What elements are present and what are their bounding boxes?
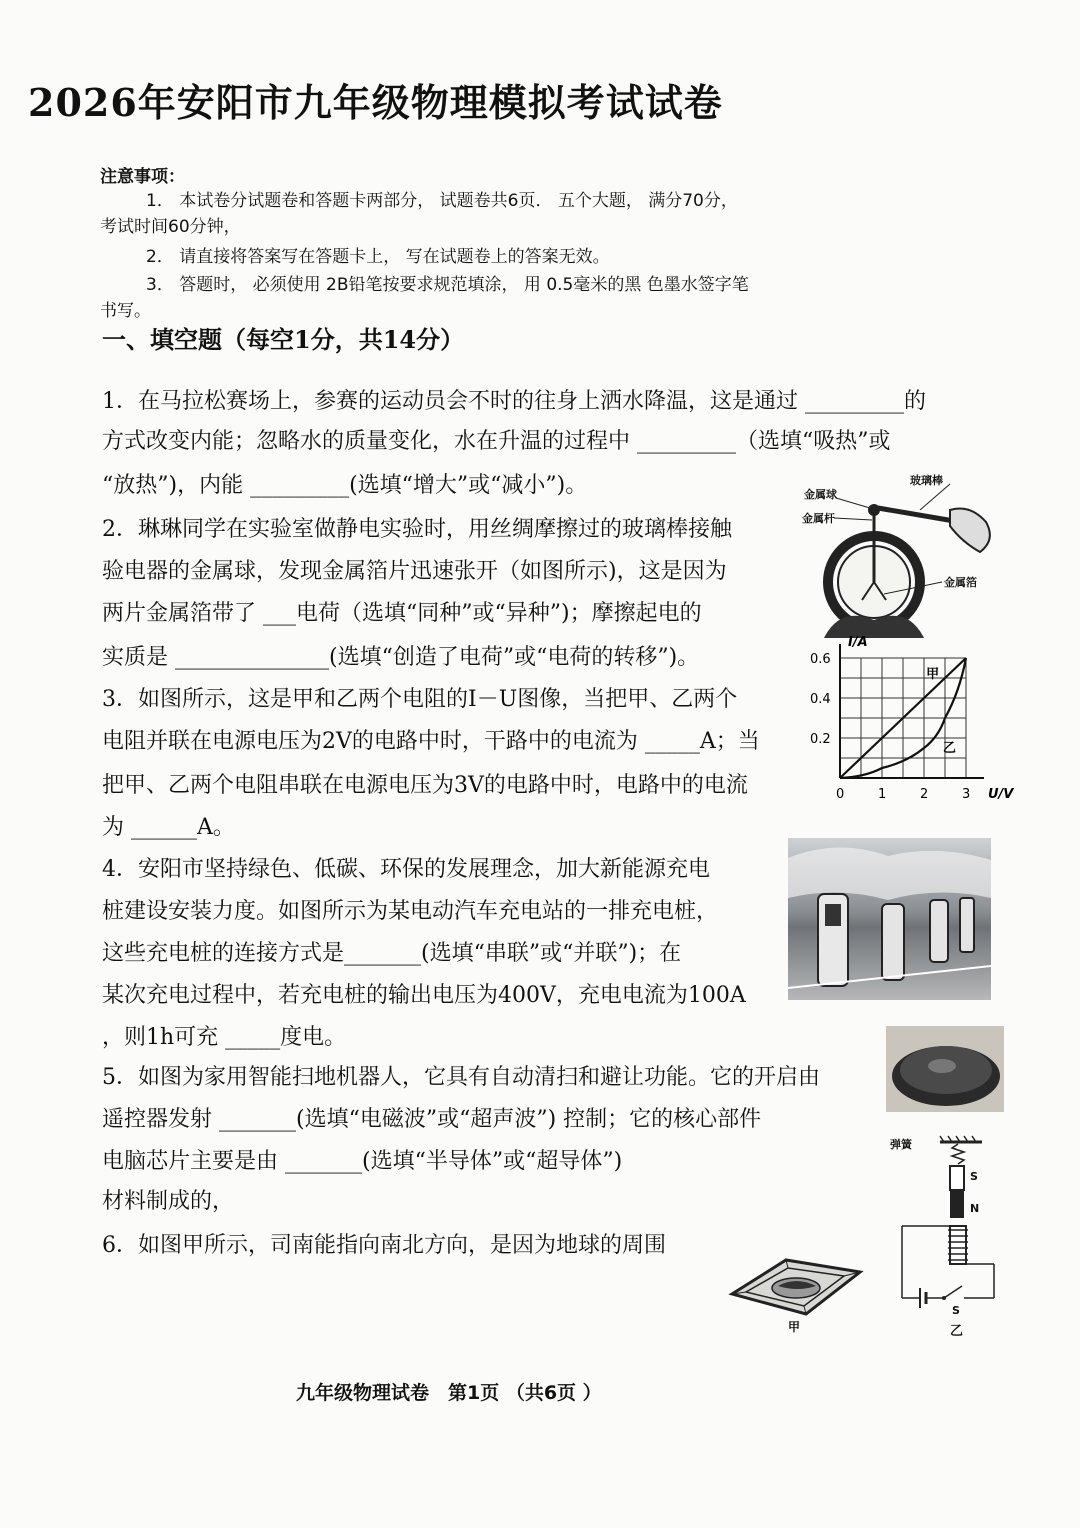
sinan-drawing — [726, 1250, 866, 1320]
q5-line-4: 材料制成的， — [102, 1189, 235, 1214]
notice-line-3b: 书写。 — [100, 301, 151, 321]
q3-line-3: 把甲、乙两个电阻串联在电源电压为3V的电路中时，电路中的电流 — [102, 773, 748, 798]
robot-vacuum-photo — [886, 1026, 1004, 1112]
q4-line-5: ，则1h可充 _____度电。 — [102, 1025, 347, 1050]
electroscope-figure — [800, 470, 1010, 650]
x-axis-label: U/V — [988, 787, 1014, 802]
label-spring: 弹簧 — [890, 1138, 912, 1151]
q2-line-4: 实质是 ______________(选填“创造了电荷”或“电荷的转移”)。 — [102, 645, 700, 670]
label-magnet-n: N — [970, 1202, 980, 1215]
y-tick-label: 0.4 — [810, 692, 831, 707]
iu-graph — [808, 632, 1030, 810]
label-glass-rod: 玻璃棒 — [910, 474, 943, 487]
y-tick-label: 0.2 — [810, 732, 831, 747]
charging-piles-drawing — [788, 838, 991, 1000]
section-fill-blank-heading: 一、填空题（每空1分，共14分） — [102, 325, 465, 354]
x-tick-label: 2 — [920, 787, 929, 802]
q5-line-1: 5．如图为家用智能扫地机器人，它具有自动清扫和避让功能。它的开启由 — [102, 1065, 820, 1090]
circuit-figure — [886, 1132, 1010, 1338]
label-switch-s: S — [952, 1304, 960, 1317]
q3-line-2: 电阻并联在电源电压为2V的电路中时，干路中的电流为 _____A；当 — [102, 729, 760, 754]
label-figure-a: 甲 — [788, 1320, 801, 1334]
q1-line-1: 1．在马拉松赛场上，参赛的运动员会不时的往身上洒水降温，这是通过 _________的 — [102, 389, 926, 414]
series-label-jia: 甲 — [926, 667, 940, 682]
circuit-drawing — [886, 1132, 1010, 1338]
robot-vacuum-drawing — [886, 1026, 1004, 1112]
charging-station-photo — [788, 838, 991, 1000]
q1-line-2: 方式改变内能；忽略水的质量变化，水在升温的过程中 _________（选填“吸热”或 — [102, 429, 891, 454]
page-title: 2026年安阳市九年级物理模拟考试试卷 — [28, 80, 723, 125]
q4-line-3: 这些充电桩的连接方式是_______(选填“串联”或“并联”)；在 — [102, 941, 682, 966]
q5-line-3: 电脑芯片主要是由 _______(选填“半导体”或“超导体”) — [102, 1149, 623, 1174]
q4-line-2: 桩建设安装力度。如图所示为某电动汽车充电站的一排充电桩， — [102, 899, 719, 924]
x-tick-label: 0 — [836, 787, 845, 802]
notice-heading: 注意事项： — [100, 167, 185, 187]
y-axis-label: I/A — [848, 635, 868, 650]
q2-line-1: 2．琳琳同学在实验室做静电实验时，用丝绸摩擦过的玻璃棒接触 — [102, 517, 732, 542]
x-tick-label: 3 — [962, 787, 971, 802]
series-label-yi: 乙 — [942, 741, 956, 756]
y-tick-label: 0.6 — [810, 652, 831, 667]
notice-line-1b: 考试时间60分钟， — [100, 217, 241, 237]
q3-line-1: 3．如图所示，这是甲和乙两个电阻的I－U图像，当把甲、乙两个 — [102, 687, 738, 712]
q1-line-3: “放热”)，内能 _________(选填“增大”或“减小”)。 — [102, 473, 588, 498]
x-tick-label: 1 — [878, 787, 887, 802]
label-metal-ball: 金属球 — [804, 488, 837, 501]
page-footer: 九年级物理试卷 第1页 （共6页 ） — [296, 1382, 602, 1404]
q5-line-2: 遥控器发射 _______(选填“电磁波”或“超声波”) 控制；它的核心部件 — [102, 1107, 762, 1132]
notice-line-3: 3． 答题时， 必须使用 2B铅笔按要求规范填涂， 用 0.5毫米的黑 色墨水签字笔 — [146, 275, 749, 295]
label-magnet-s: S — [970, 1170, 978, 1183]
q2-line-3: 两片金属箔带了 ___电荷（选填“同种”或“异种”)；摩擦起电的 — [102, 601, 702, 626]
q3-line-4: 为 ______A。 — [102, 815, 235, 840]
q6-line-1: 6．如图甲所示，司南能指向南北方向，是因为地球的周围 — [102, 1233, 666, 1258]
notice-line-2: 2． 请直接将答案写在答题卡上， 写在试题卷上的答案无效。 — [146, 247, 610, 267]
iu-graph-plot — [808, 632, 1030, 810]
label-metal-foil: 金属箔 — [944, 576, 977, 589]
q2-line-2: 验电器的金属球，发现金属箔片迅速张开（如图所示)，这是因为 — [102, 559, 727, 584]
label-figure-b: 乙 — [950, 1324, 964, 1339]
sinan-figure — [726, 1250, 866, 1334]
label-metal-rod: 金属杆 — [802, 512, 835, 525]
q4-line-1: 4．安阳市坚持绿色、低碳、环保的发展理念，加大新能源充电 — [102, 857, 710, 882]
q4-line-4: 某次充电过程中，若充电桩的输出电压为400V，充电电流为100A — [102, 983, 746, 1008]
notice-line-1: 1． 本试卷分试题卷和答题卡两部分， 试题卷共6页． 五个大题， 满分70分， — [146, 191, 738, 211]
